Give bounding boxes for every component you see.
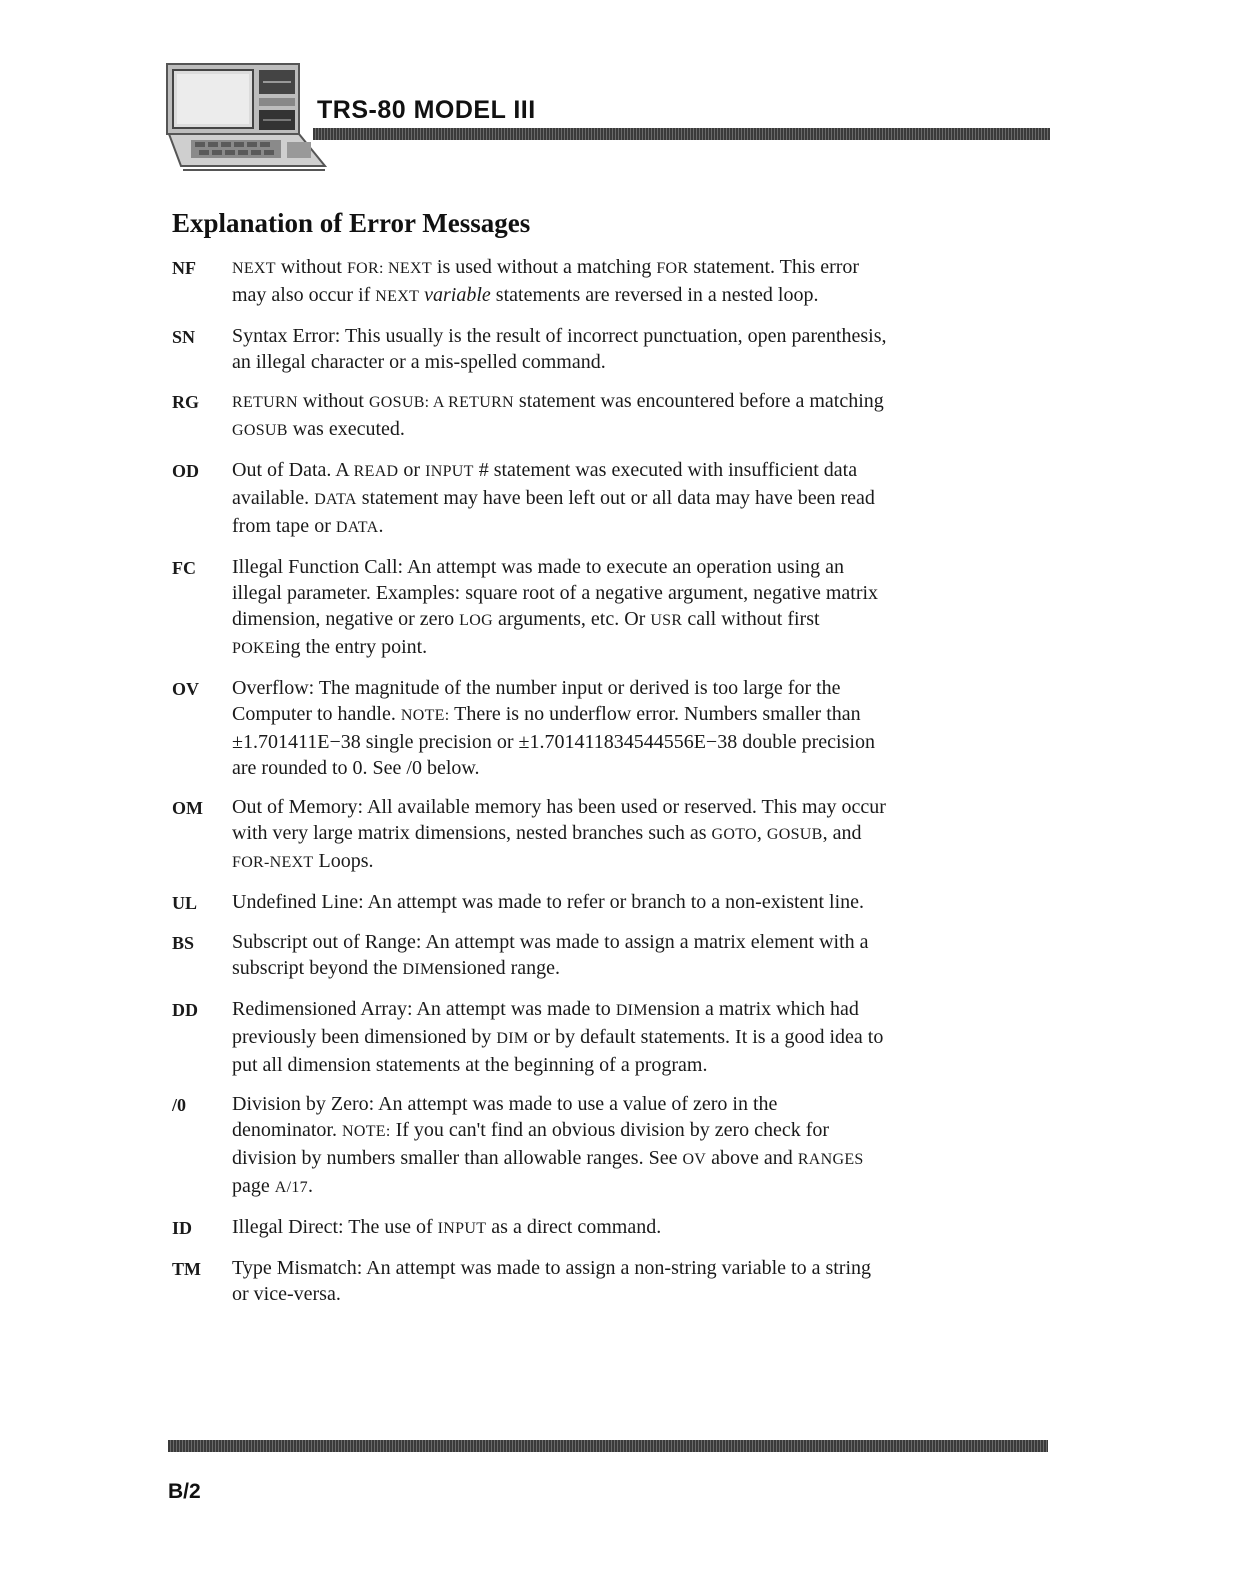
description-segment: Type Mismatch: An attempt was made to assign a non-string variable to a string or vice-versa. bbox=[232, 1257, 872, 1305]
error-entry bbox=[172, 254, 892, 310]
description-segment: ensioned range. bbox=[434, 957, 561, 979]
description-segment: There is no underflow error. Numbers smaller than ±1.701411E−38 single precision or ±1.701411834544556E−38 double precision are rounded to 0. See /0 below. bbox=[232, 703, 875, 779]
description-segment: Loops. bbox=[313, 850, 374, 872]
description-segment: arguments, etc. Or bbox=[492, 608, 651, 630]
header-title: TRS-80 MODEL III bbox=[317, 96, 536, 124]
description-segment: Overflow: The magnitude of the number input or derived is too large for the Computer to handle. bbox=[232, 677, 841, 725]
error-entry bbox=[172, 889, 892, 916]
description-segment: Illegal Direct: The use of bbox=[232, 1216, 438, 1238]
description-segment: statement may have been left out or all data may have been read from tape or bbox=[232, 487, 875, 537]
computer-icon bbox=[165, 62, 330, 174]
error-entry bbox=[172, 794, 892, 876]
description-segment: INPUT bbox=[437, 1220, 487, 1237]
description-segment: FOR-NEXT bbox=[232, 854, 314, 871]
description-segment: LOG bbox=[459, 612, 493, 629]
description-segment: GOSUB bbox=[232, 422, 288, 439]
description-segment: DIM bbox=[615, 1002, 648, 1019]
description-segment: NOTE: bbox=[400, 707, 450, 724]
description-segment: without bbox=[275, 256, 347, 278]
error-entry bbox=[172, 996, 892, 1078]
error-code: ID bbox=[172, 1218, 193, 1238]
description-segment: was executed. bbox=[287, 418, 405, 440]
error-code: OV bbox=[172, 679, 199, 699]
error-entry bbox=[172, 1214, 892, 1242]
description-segment: NEXT bbox=[232, 260, 276, 277]
error-description bbox=[232, 889, 887, 916]
description-segment: Illegal Function Call: An attempt was made to execute an operation using an illegal parameter. Examples: square root of a negative argument, negative matrix dimension, negative or zero bbox=[232, 556, 879, 630]
description-segment: , bbox=[756, 822, 767, 844]
description-segment: DATA bbox=[314, 491, 357, 508]
error-message-list bbox=[172, 254, 892, 1320]
error-entry bbox=[172, 675, 892, 781]
section-title: Explanation of Error Messages bbox=[172, 208, 531, 238]
page-header bbox=[165, 62, 1055, 174]
error-code: UL bbox=[172, 893, 198, 913]
error-entry bbox=[172, 554, 892, 662]
description-segment: page bbox=[232, 1175, 275, 1197]
description-segment: Out of Data. A bbox=[232, 459, 354, 481]
error-code: BS bbox=[172, 933, 195, 953]
error-code: OD bbox=[172, 461, 199, 481]
description-segment: NEXT bbox=[375, 288, 420, 305]
description-segment: DATA bbox=[335, 519, 379, 536]
description-segment: # statement was executed with insufficient data available. bbox=[232, 459, 858, 509]
description-segment: call without first bbox=[682, 608, 820, 630]
error-description bbox=[232, 554, 887, 662]
description-segment: , and bbox=[822, 822, 862, 844]
error-description bbox=[232, 996, 887, 1078]
footer-rule bbox=[168, 1440, 1048, 1452]
description-segment: above and bbox=[706, 1147, 798, 1169]
description-segment: If you can't find an obvious division by zero check for division by numbers smaller than allowable ranges. See bbox=[232, 1119, 830, 1169]
error-code: TM bbox=[172, 1259, 201, 1279]
error-code: DD bbox=[172, 1000, 198, 1020]
header-rule bbox=[313, 128, 1050, 140]
error-description bbox=[232, 388, 887, 444]
description-segment: FOR: NEXT bbox=[346, 260, 432, 277]
description-segment: DIM bbox=[402, 961, 435, 978]
description-segment: statements are reversed in a nested loop. bbox=[490, 284, 819, 306]
description-segment: Syntax Error: This usually is the result of incorrect punctuation, open parenthesis, an illegal character or a mis-spelled command. bbox=[232, 325, 887, 373]
description-segment: Subscript out of Range: An attempt was made to assign a matrix element with a subscript beyond the bbox=[232, 931, 869, 979]
description-segment: NOTE: bbox=[341, 1123, 391, 1140]
description-segment: GOTO bbox=[711, 826, 757, 843]
description-segment: . bbox=[307, 1175, 313, 1197]
description-segment: . bbox=[378, 515, 384, 537]
description-segment: Redimensioned Array: An attempt was made to bbox=[232, 998, 616, 1020]
description-segment: POKE bbox=[232, 640, 275, 657]
error-code: NF bbox=[172, 258, 196, 278]
error-description bbox=[232, 1091, 887, 1201]
description-segment: Out of Memory: All available memory has been used or reserved. This may occur with very large matrix dimensions, nested branches such as bbox=[232, 796, 886, 844]
error-description bbox=[232, 794, 887, 876]
description-segment: variable bbox=[424, 284, 491, 306]
error-description bbox=[232, 929, 887, 983]
error-entry bbox=[172, 457, 892, 541]
error-entry bbox=[172, 929, 892, 983]
error-code: SN bbox=[172, 327, 196, 347]
error-description bbox=[232, 1255, 887, 1307]
page-number: B/2 bbox=[168, 1480, 201, 1503]
error-entry bbox=[172, 1255, 892, 1307]
description-segment: RETURN bbox=[232, 394, 298, 411]
error-description bbox=[232, 1214, 887, 1242]
description-segment: is used without a matching bbox=[431, 256, 657, 278]
description-segment: as a direct command. bbox=[486, 1216, 662, 1238]
error-description bbox=[232, 457, 887, 541]
error-entry bbox=[172, 1091, 892, 1201]
description-segment: ing the entry point. bbox=[274, 636, 428, 658]
description-segment: GOSUB: A RETURN bbox=[368, 394, 514, 411]
description-segment: USR bbox=[650, 612, 683, 629]
error-code: FC bbox=[172, 558, 196, 578]
description-segment: or bbox=[398, 459, 426, 481]
description-segment: or by default statements. It is a good idea to put all dimension statements at the beginning of a program. bbox=[232, 1026, 884, 1076]
description-segment: ension a matrix which had previously been dimensioned by bbox=[232, 998, 859, 1048]
error-code: RG bbox=[172, 392, 199, 412]
error-description bbox=[232, 323, 887, 375]
description-segment: statement. This error may also occur if bbox=[232, 256, 860, 306]
description-segment: without bbox=[297, 390, 369, 412]
error-description bbox=[232, 254, 887, 310]
description-segment: READ bbox=[353, 463, 399, 480]
description-segment: statement was encountered before a matching bbox=[513, 390, 884, 412]
error-entry bbox=[172, 323, 892, 375]
error-entry bbox=[172, 388, 892, 444]
description-segment: Division by Zero: An attempt was made to use a value of zero in the denominator. bbox=[232, 1093, 778, 1141]
description-segment: Undefined Line: An attempt was made to refer or branch to a non-existent line. bbox=[232, 891, 865, 913]
description-segment: GOSUB bbox=[766, 826, 823, 843]
description-segment: RANGES bbox=[797, 1151, 864, 1168]
description-segment: FOR bbox=[656, 260, 689, 277]
description-segment: DIM bbox=[496, 1030, 529, 1047]
description-segment: OV bbox=[682, 1151, 707, 1168]
description-segment: INPUT bbox=[425, 463, 474, 480]
error-code: OM bbox=[172, 798, 203, 818]
error-description bbox=[232, 675, 887, 781]
description-segment: A/17 bbox=[274, 1179, 308, 1196]
error-code: /0 bbox=[172, 1095, 187, 1115]
